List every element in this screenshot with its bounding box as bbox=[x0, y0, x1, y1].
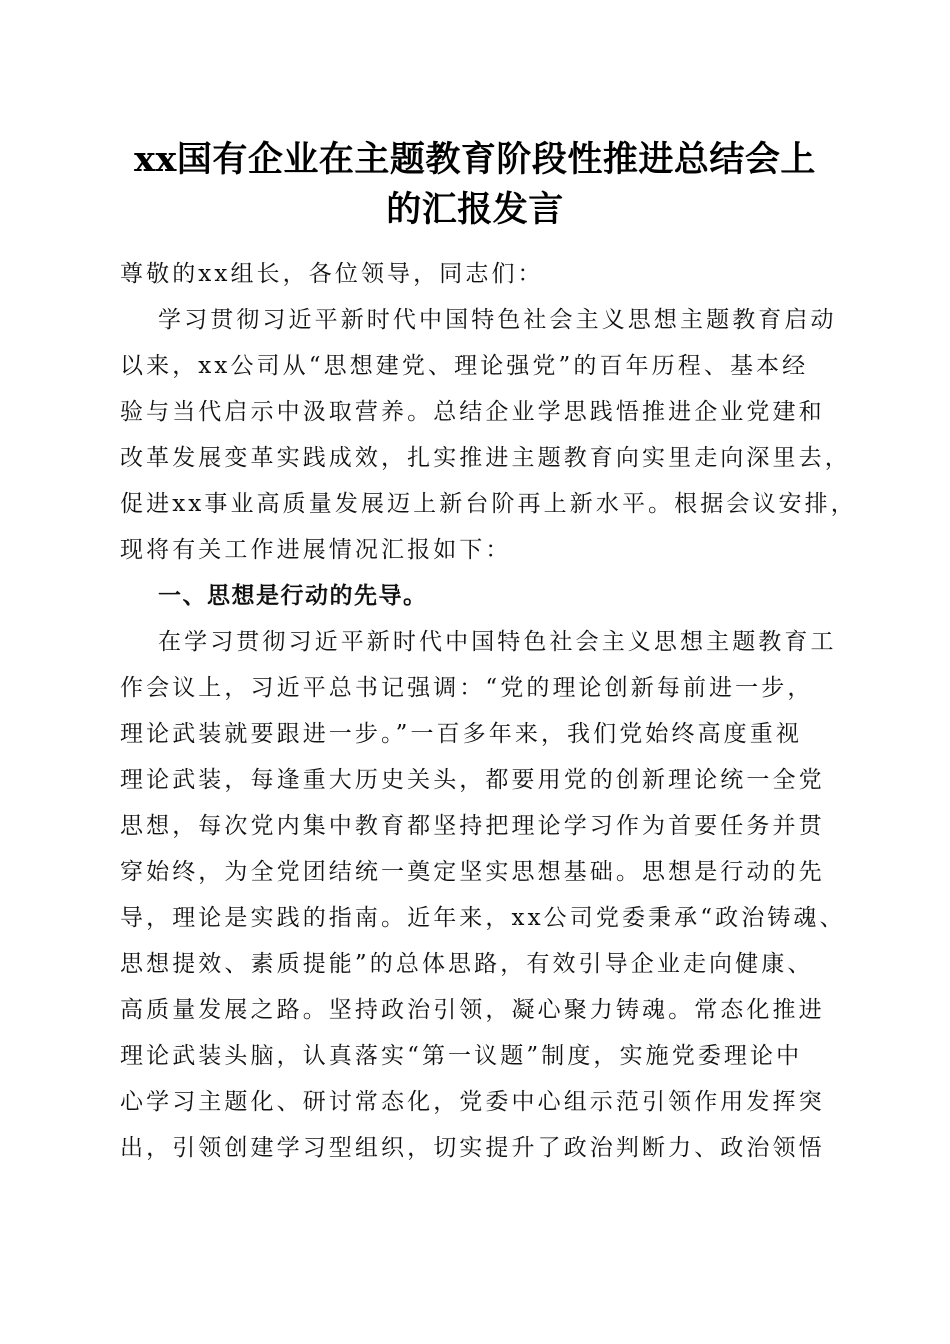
document-title bbox=[100, 135, 850, 235]
title-line-1: xx国有企业在主题教育阶段性推进总结会上 bbox=[134, 139, 816, 180]
paragraph-2-line: 导，理论是实践的指南。近年来，xx公司党委秉承“政治铸魂、 bbox=[120, 905, 846, 931]
paragraph-1-line: 改革发展变革实践成效，扎实推进主题教育向实里走向深里去， bbox=[120, 445, 851, 471]
paragraph-2-line: 理论武装就要跟进一步。”一百多年来，我们党始终高度重视 bbox=[120, 721, 802, 747]
paragraph-2-line: 理论武装头脑，认真落实“第一议题”制度，实施党委理论中 bbox=[120, 1043, 803, 1069]
paragraph-2-line: 作会议上，习近平总书记强调：“党的理论创新每前进一步， bbox=[120, 675, 814, 701]
paragraph-1-line: 促进xx事业高质量发展迈上新台阶再上新水平。根据会议安排， bbox=[120, 491, 857, 517]
paragraph-1-line: 现将有关工作进展情况汇报如下： bbox=[120, 537, 512, 563]
salutation: 尊敬的xx组长，各位领导，同志们： bbox=[120, 261, 544, 287]
paragraph-1-line: 验与当代启示中汲取营养。总结企业学思践悟推进企业党建和 bbox=[120, 399, 825, 425]
paragraph-2-line: 穿始终，为全党团结统一奠定坚实思想基础。思想是行动的先 bbox=[120, 859, 825, 885]
paragraph-2-line: 思想，每次党内集中教育都坚持把理论学习作为首要任务并贯 bbox=[120, 813, 825, 839]
paragraph-2-line: 出，引领创建学习型组织，切实提升了政治判断力、政治领悟 bbox=[120, 1135, 825, 1161]
paragraph-1-line: 以来，xx公司从“思想建党、理论强党”的百年历程、基本经 bbox=[120, 353, 809, 379]
paragraph-2-line: 思想提效、素质提能”的总体思路，有效引导企业走向健康、 bbox=[120, 951, 814, 977]
paragraph-2-line: 理论武装，每逢重大历史关头，都要用党的创新理论统一全党 bbox=[120, 767, 825, 793]
paragraph-2-line: 高质量发展之路。坚持政治引领，凝心聚力铸魂。常态化推进 bbox=[120, 997, 825, 1023]
section-heading-1: 一、思想是行动的先导。 bbox=[158, 583, 428, 609]
title-line-2: 的汇报发言 bbox=[386, 189, 564, 230]
paragraph-1-line: 学习贯彻习近平新时代中国特色社会主义思想主题教育启动 bbox=[158, 307, 837, 333]
paragraph-2-line: 心学习主题化、研讨常态化，党委中心组示范引领作用发挥突 bbox=[120, 1089, 825, 1115]
paragraph-2-line: 在学习贯彻习近平新时代中国特色社会主义思想主题教育工 bbox=[158, 629, 837, 655]
document-body bbox=[120, 251, 857, 1171]
